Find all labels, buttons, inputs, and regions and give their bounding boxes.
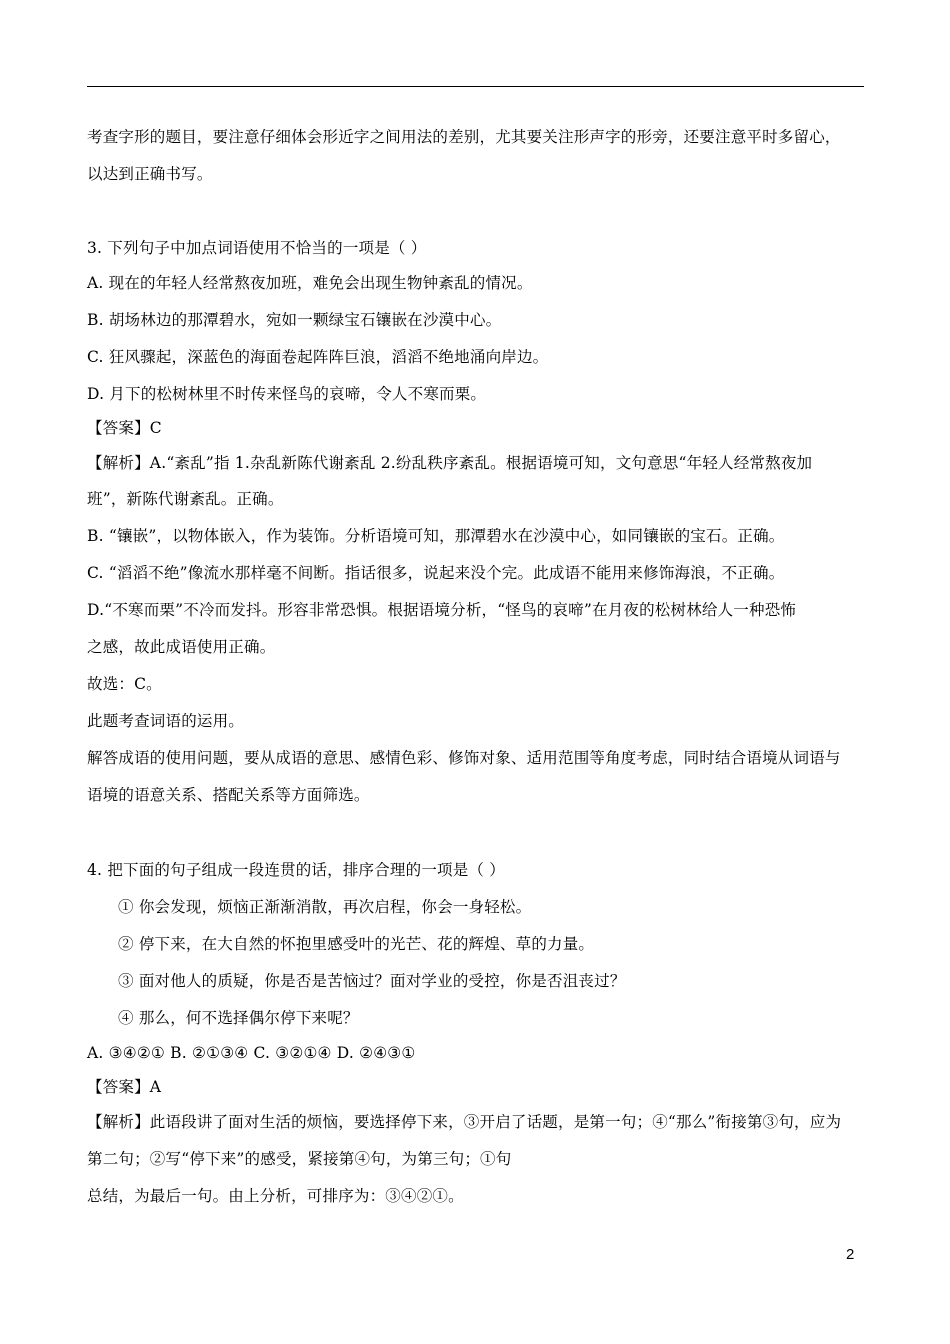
question-3-option-d: D. 月下的松树林里不时传来怪鸟的哀啼，令人不寒而栗。 <box>87 385 487 403</box>
question-3-analysis-line: D.“不寒而栗”不冷而发抖。形容非常恐惧。根据语境分析，“怪鸟的哀啼”在月夜的松树林给人一种恐怖 <box>87 601 797 619</box>
question-3-analysis-line: 故选：C。 <box>87 675 162 693</box>
continuation-line-2: 以达到正确书写。 <box>87 165 213 183</box>
question-4-options: A. ③④②① B. ②①③④ C. ③②①④ D. ②④③① <box>87 1044 416 1062</box>
header-rule <box>87 86 864 87</box>
question-3-analysis-line: C. “滔滔不绝”像流水那样毫不间断。指话很多，说起来没个完。此成语不能用来修饰海浪，不正确。 <box>87 564 785 582</box>
question-3-analysis-line: B. “镶嵌”，以物体嵌入，作为装饰。分析语境可知，那潭碧水在沙漠中心，如同镶嵌的宝石。正确。 <box>87 527 785 545</box>
question-4-sentence: ④ 那么，何不选择偶尔停下来呢？ <box>118 1009 359 1027</box>
question-4-sentence: ① 你会发现，烦恼正渐渐消散，再次启程，你会一身轻松。 <box>118 898 532 916</box>
question-4-sentence: ③ 面对他人的质疑，你是否是苦恼过？面对学业的受控，你是否沮丧过？ <box>118 972 626 990</box>
question-4-stem: 4. 把下面的句子组成一段连贯的话，排序合理的一项是（ ） <box>87 861 505 879</box>
question-4-analysis-line: 第二句；②写“停下来”的感受，紧接第④句，为第三句；①句 <box>87 1150 512 1168</box>
question-3-stem: 3. 下列句子中加点词语使用不恰当的一项是（ ） <box>87 239 427 257</box>
question-3-analysis-line: 解答成语的使用问题，要从成语的意思、感情色彩、修饰对象、适用范围等角度考虑，同时结合语境从词语与 <box>87 749 841 767</box>
question-3-analysis-line: 此题考查词语的运用。 <box>87 712 245 730</box>
question-3-analysis-line: 语境的语意关系、搭配关系等方面筛选。 <box>87 786 370 804</box>
continuation-line-1: 考查字形的题目，要注意仔细体会形近字之间用法的差别，尤其要关注形声字的形旁，还要注意平时多留心， <box>87 128 841 146</box>
question-3-analysis-line: 之感，故此成语使用正确。 <box>87 638 276 656</box>
question-3-option-c: C. 狂风骤起，深蓝色的海面卷起阵阵巨浪，滔滔不绝地涌向岸边。 <box>87 348 549 366</box>
question-3-analysis-line: 班”，新陈代谢紊乱。正确。 <box>87 490 284 508</box>
question-3-analysis-line: 【解析】A.“紊乱”指 1.杂乱新陈代谢紊乱 2.纷乱秩序紊乱。根据语境可知，文句意思“年轻人经常熬夜加 <box>87 454 813 472</box>
page-number: 2 <box>846 1246 855 1263</box>
question-3-option-b: B. 胡场林边的那潭碧水，宛如一颗绿宝石镶嵌在沙漠中心。 <box>87 311 502 329</box>
question-3-answer: 【答案】C <box>87 419 162 437</box>
question-4-analysis-line: 总结，为最后一句。由上分析，可排序为：③④②①。 <box>87 1187 464 1205</box>
question-4-answer: 【答案】A <box>87 1078 162 1096</box>
question-3-option-a: A. 现在的年轻人经常熬夜加班，难免会出现生物钟紊乱的情况。 <box>87 274 533 292</box>
question-4-sentence: ② 停下来，在大自然的怀抱里感受叶的光芒、花的辉煌、草的力量。 <box>118 935 595 953</box>
question-4-analysis-line: 【解析】此语段讲了面对生活的烦恼，要选择停下来，③开启了话题，是第一句；④“那么”衔接第③句，应为 <box>87 1113 842 1131</box>
